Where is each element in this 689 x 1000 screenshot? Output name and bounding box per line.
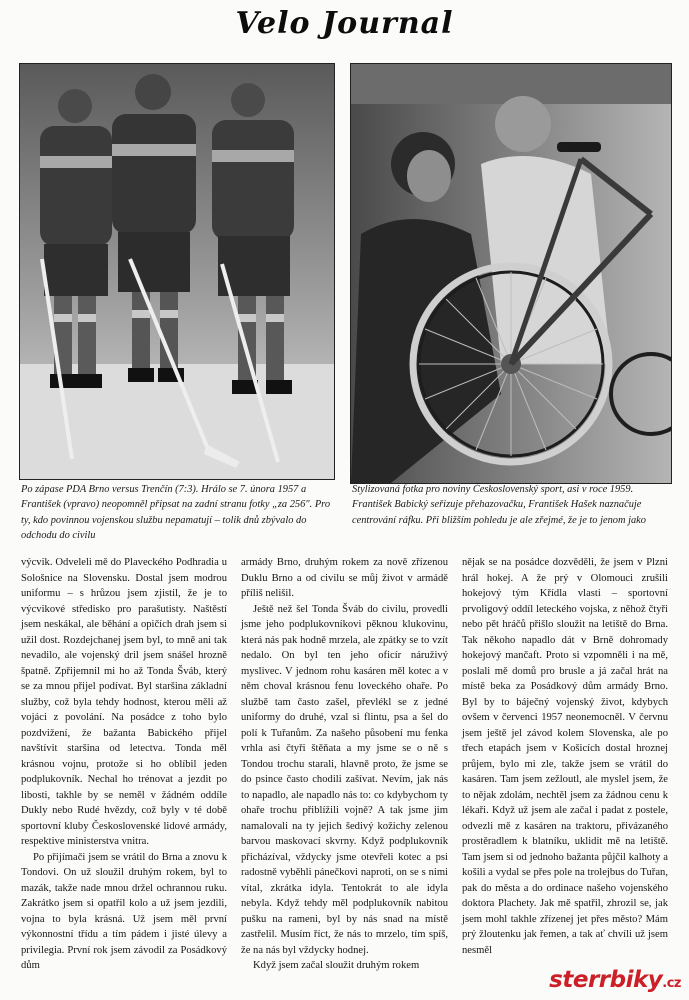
watermark-text: sterrbiky <box>549 967 663 993</box>
mechanics-bicycle-photo <box>350 63 672 484</box>
photo-caption-left: Po zápase PDA Brno versus Trenčín (7:3). Hrálo se 7. února 1957 a František (vpravo) neopomněl připsat na zadní stranu fotky „za 256". Pro ty, kdo povinnou vojenskou službu nepamatují – tolik dnů zbývalo do odchodu do civilu <box>21 484 331 541</box>
paragraph: Ještě než šel Tonda Šváb do civilu, provedli jsme jeho podplukovníkovi pěknou klukovinu, která nás pak hodně mrzela, ale zpátky se to vzít nedalo. On byl ten jeho oficír náruživý myslivec. V jednom rohu kasáren měl kotec a v něm choval krásnou fenu loveckého ohaře. Po službě tam často zašel, převlékl se z jedné uniformy do druhé, vzal si flintu, psa a šel do polí k Tuřanům. Za našeho působení mu fenka vrhla asi čtyři štěňata a my jsme se o ně s Tondou trochu starali, hlavně proto, že jsme se do psince často chodili zašívat. Nevím, jak nás to napadlo, ale napadlo nás to: co kdybychom ty ohaře trochu přiblížili vojně? A tak jsme jim namalovali na ty jejich šedivý kožichy zelenou barvou maskovací skvrny. Když podplukovník přicházíval, vždycky jsme otevřeli kotec a psi radostně vyběhli pánečkovi naproti, on se s nimi vítal, zkrátka idyla. Tentokrát to ale idyla nebyla. Když tehdy měl podplukovník nabitou pušku na rameni, byl by nás snad na místě zastřelil. Musím říct, že nás to mrzelo, tím spíš, že na nás byl vždycky hodnej. <box>241 603 448 956</box>
article-column-3 <box>462 555 668 958</box>
watermark-tld: .cz <box>662 976 681 991</box>
site-watermark <box>549 967 681 993</box>
photo-caption-right: Stylizovaná fotka pro noviny Československý sport, asi v roce 1959. František Babický seřizuje přehazovačku, František Hašek naznačuje centrování ráfku. Při bližším pohledu je ale zřejmé, že je to jenom jako <box>352 484 646 526</box>
masthead-title: Velo Journal <box>235 6 454 41</box>
article-column-1 <box>21 555 227 974</box>
paragraph: armády Brno, druhým rokem za nově zřízenou Duklu Brno a od civilu se můj život v armádě příliš nelišil. <box>241 557 448 599</box>
paragraph: výcvik. Odveleli mě do Plaveckého Podhradia u Sološnice na Slovensku. Dostal jsem modrou uniformu – s hrůzou jsem zjistil, že je to výcvikové středisko pro parašutisty. Naštěstí jsem neskákal, ale běhání a opičích drah jsem si užil dost. Rozdejchanej jsem byl, to mně ani tak nevadilo, ale vojenský dril jsem snášel hrozně špatně. Zpřijemnil mi ho až Tonda Šváb, který se za mnou přijel podívat. Byl staršina základní služby, což byla tehdy hodnost, kterou měli až vojáci z povolání. Na posádce z toho bylo pozdvižení, že bažanta Babického přijel navštívit staršina od letectva. Tonda měl krásnou vojnu, protože si ho oblíbil jeden podplukovník. Nechal ho trénovat a jezdit po libosti, takhle by se neměl v žádném oddíle Dukly nebo Rudé hvězdy, což byly v té době sportovní kluby Československé lidové armády, respektive ministerstva vnitra. <box>21 557 227 847</box>
paragraph: Když jsem začal sloužit druhým rokem <box>253 960 420 971</box>
article-column-2 <box>241 555 448 974</box>
paragraph: nějak se na posádce dozvěděli, že jsem v Plzni hrál hokej. A že prý v Olomouci zrušili hokejový tým Křídla vlasti – sportovní prvoligový oddíl leteckého vojska, z něhož čtyři nebo pět hráčů přišlo sloužit na letiště do Brna. Tak někoho napadlo dát v Brně dohromady hokejový mančaft. Proto si vzpomněli i na mě, poslali mě domů pro brusle a já začal hrát na místě beka za Posádkový dům armády Brno. Byl by to báječný vojenský život, kdybych ovšem v červenci 1957 neonemocněl. V červnu jsem ještě jel závod kolem Slovenska, ale po třech etapách jsem v Košicích dostal hroznej průjem, bylo mi zle, takže jsem se vrátil do kasáren. Tam jsem zežloutl, ale myslel jsem, že to nějak zdolám, nechtěl jsem za žádnou cenu k lékaři. Když už jsem ale začal i padat z postele, odvezli mě z kasáren na traktoru, přivázaného prostěradlem k blatníku, uklidit mě na letiště. Tam jsem si od jednoho bažanta půjčil kalhoty a košili a vydal se přes pole na trolejbus do Tuřan, pak do města a do ordinace našeho vojenského doktora Plachety. Jak mě spatřil, zhrozil se, jak jsem mohl takhle zřízenej jet přes město? Mám prý žloutenku jak řemen, a tak ať chvíli už jsem nesměl <box>462 557 668 956</box>
paragraph: Po přijímači jsem se vrátil do Brna a znovu k Tondovi. On už sloužil druhým rokem, byl to mazák, takže nade mnou držel ochrannou ruku. Zakrátko jsem si opatřil kolo a už jsem jezdili, vojna to byla krásná. Už jsem měl první výkonnostní třídu a tím pádem i jisté úlevy a privilegia. První rok jsem závodil za Posádkový dům <box>21 851 227 971</box>
hockey-players-photo <box>19 63 335 480</box>
